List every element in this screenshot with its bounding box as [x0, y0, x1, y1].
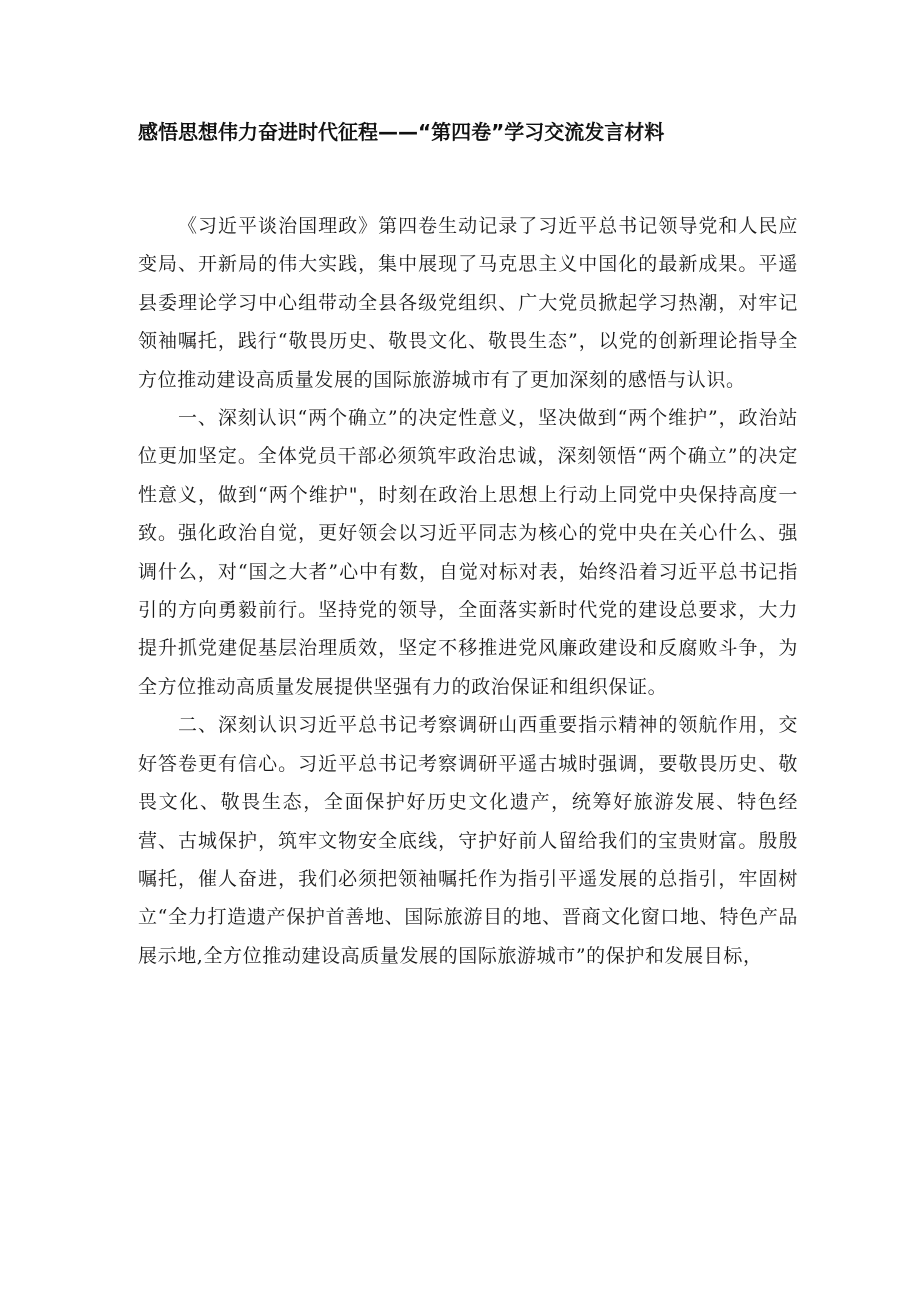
paragraph-section-one: 一、深刻认识“两个确立”的决定性意义，坚决做到“两个维护”，政治站位更加坚定。全体党员干部必须筑牢政治忠诚，深刻领悟“两个确立”的决定性意义，做到“两个维护"，时刻在政治上思想上行动上同党中央保持高度一致。强化政治自觉，更好领会以习近平同志为核心的党中央在关心什么、强调什么，对“国之大者”心中有数，自觉对标对表，始终沿着习近平总书记指引的方向勇毅前行。坚持党的领导，全面落实新时代党的建设总要求，大力提升抓党建促基层治理质效，坚定不移推进党风廉政建设和反腐败斗争，为全方位推动高质量发展提供坚强有力的政治保证和组织保证。	[138, 407, 798, 698]
document-title: 感悟思想伟力奋进时代征程——“第四卷”学习交流发言材料	[138, 120, 665, 144]
paragraph-section-two: 二、深刻认识习近平总书记考察调研山西重要指示精神的领航作用，交好答卷更有信心。习近平总书记考察调研平遥古城时强调，要敬畏历史、敬畏文化、敬畏生态，全面保护好历史文化遗产，统筹好旅游发展、特色经营、古城保护，筑牢文物安全底线，守护好前人留给我们的宝贵财富。殷殷嘱托，催人奋进，我们必须把领袖嘱托作为指引平遥发展的总指引，牢固树立“全力打造遗产保护首善地、国际旅游目的地、晋商文化窗口地、特色产品展示地,全方位推动建设高质量发展的国际旅游城市”的保护和发展目标，	[138, 714, 798, 967]
document-body	[138, 207, 798, 975]
paragraph-intro: 《习近平谈治国理政》第四卷生动记录了习近平总书记领导党和人民应变局、开新局的伟大实践，集中展现了马克思主义中国化的最新成果。平遥县委理论学习中心组带动全县各级党组织、广大党员掀起学习热潮，对牢记领袖嘱托，践行“敬畏历史、敬畏文化、敬畏生态”，以党的创新理论指导全方位推动建设高质量发展的国际旅游城市有了更加深刻的感悟与认识。	[138, 215, 798, 391]
